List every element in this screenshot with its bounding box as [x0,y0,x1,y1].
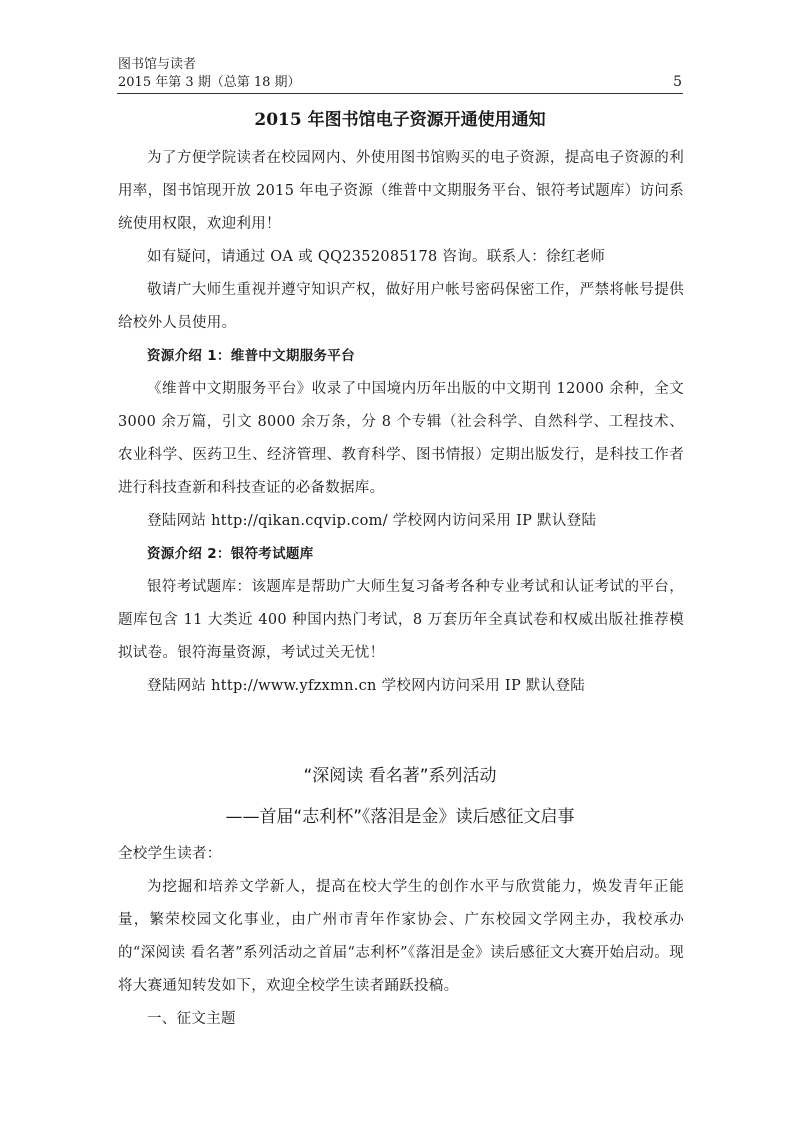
event-body [118,838,684,1036]
header-divider [117,93,683,94]
resource2-login: 登陆网站 http://www.yfzxmn.cn 学校网内访问采用 IP 默认登陆 [147,678,586,694]
resource1-heading: 资源介绍 1：维普中文期服务平台 [147,348,355,364]
running-head [118,56,301,92]
event-salutation: 全校学生读者： [118,846,222,862]
resource2-description: 银符考试题库：该题库是帮助广大师生复习备考各种专业考试和认证考试的平台，题库包含 11 大类近 400 种国内热门考试，8 万套历年全真试卷和权威出版社推荐模拟试卷。银符海量资源，考试过关无忧！ [118,579,684,661]
resource1-description: 《维普中文期服务平台》收录了中国境内历年出版的中文期刊 12000 余种，全文 3000 余万篇，引文 8000 余万条，分 8 个专辑（社会科学、自然科学、工程技术、农业科学、医药卫生、经济管理、教育科学、图书情报）定期出版发行，是科技工作者进行科技查新和科技查证的必备数据库。 [118,381,684,496]
resource1-login: 登陆网站 http://qikan.cqvip.com/ 学校网内访问采用 IP 默认登陆 [147,513,597,529]
notice-paragraph: 为了方便学院读者在校园网内、外使用图书馆购买的电子资源，提高电子资源的利用率，图书馆现开放 2015 年电子资源（维普中文期服务平台、银符考试题库）访问系统使用权限，欢迎利用！ [118,150,684,232]
event-subtitle: ——首届“志利杯”《落泪是金》读后感征文启事 [225,807,575,827]
notice-paragraph: 敬请广大师生重视并遵守知识产权，做好用户帐号密码保密工作，严禁将帐号提供给校外人员使用。 [118,282,684,331]
event-section-heading: 一、征文主题 [147,1011,236,1027]
page-number: 5 [673,74,682,90]
notice-title: 2015 年图书馆电子资源开通使用通知 [254,110,546,130]
journal-name: 图书馆与读者 [118,57,197,72]
issue-info: 2015 年第 3 期（总第 18 期） [118,75,301,90]
event-title: “深阅读 看名著”系列活动 [303,766,497,786]
resource2-heading: 资源介绍 2：银符考试题库 [147,546,314,562]
event-intro: 为挖掘和培养文学新人，提高在校大学生的创作水平与欣赏能力，焕发青年正能量，繁荣校园文化事业，由广州市青年作家协会、广东校园文学网主办，我校承办的“深阅读 看名著”系列活动之首届“志利杯”《落泪是金》读后感征文大赛开始启动。现将大赛通知转发如下，欢迎全校学生读者踊跃投稿。 [118,879,684,994]
notice-paragraph: 如有疑问，请通过 OA 或 QQ2352085178 咨询。联系人：徐红老师 [147,249,606,265]
notice-body [118,142,684,703]
